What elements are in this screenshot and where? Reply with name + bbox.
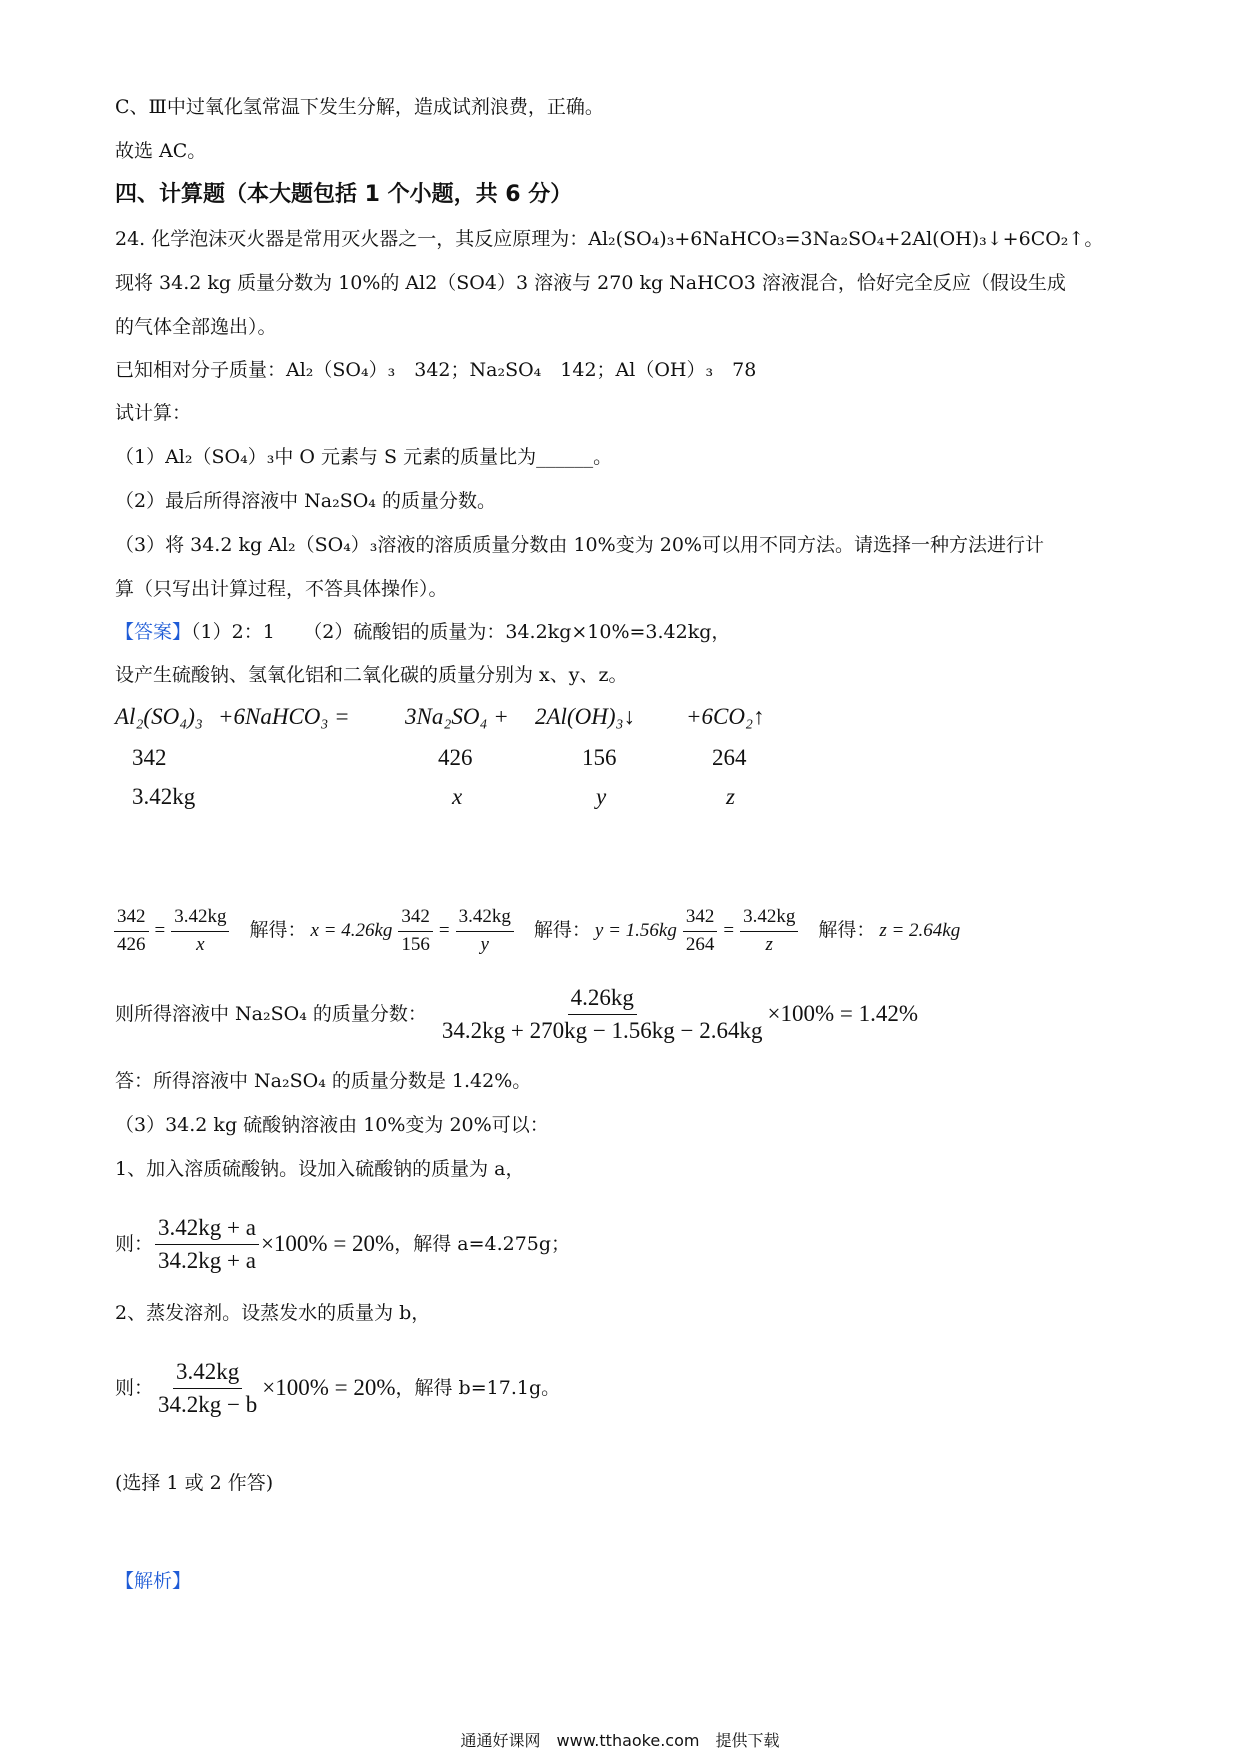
mass-aloh3: 156 <box>582 745 617 770</box>
section-heading: 四、计算题（本大题包括 1 个小题，共 6 分） <box>115 182 573 207</box>
mass-fraction: $\frac{4.26kg}{34.2kg + 270kg - 1.56kg - 2.64kg}$ <box>441 985 763 1043</box>
eq-term-1: Al₂(SO₄)₃ <box>115 704 203 729</box>
ratio3-right: $\frac{3.42kg}{z}$ <box>740 906 798 957</box>
unknown-x: x <box>452 784 463 809</box>
method-1-equation: 则： $\frac{3.42kg + a}{34.2kg + a}$ ×100% = 20% ，解得 a=4.275g； <box>115 1215 571 1273</box>
option-c-text: C、Ⅲ中过氧化氢常温下发生分解，造成试剂浪费，正确。 <box>115 96 604 118</box>
method-2-solution: ，解得 b=17.1g。 <box>395 1376 561 1399</box>
eq-term-2: +6NaHCO₃ = <box>218 704 350 729</box>
unknown-y: y <box>596 784 607 809</box>
mass-al2so43: 342 <box>132 745 167 770</box>
sub-question-1: （1）Al₂（SO₄）₃中 O 元素与 S 元素的质量比为______。 <box>115 446 613 468</box>
question-24-line-2: 现将 34.2 kg 质量分数为 10%的 Al2（SO4）3 溶液与 270 kg NaHCO3 溶液混合，恰好完全反应（假设生成 <box>115 272 1066 294</box>
mass-fraction-label: 则所得溶液中 Na₂SO₄ 的质量分数： <box>115 1002 427 1025</box>
sub-question-2: （2）最后所得溶液中 Na₂SO₄ 的质量分数。 <box>115 490 496 512</box>
method-2-fraction: $\frac{3.42kg}{34.2kg - b}$ <box>158 1359 258 1417</box>
method-1-solution: ，解得 a=4.275g； <box>394 1232 571 1255</box>
mass-fraction-row <box>115 984 918 1044</box>
answer-text: （1）2：1 （2）硫酸铝的质量为：34.2kg×10%=3.42kg， <box>191 621 731 643</box>
conclusion: 答：所得溶液中 Na₂SO₄ 的质量分数是 1.42%。 <box>115 1070 532 1092</box>
footer-watermark: 通通好课网 www.tthaoke.com 提供下载 <box>460 1731 780 1750</box>
sub-question-3-line-1: （3）将 34.2 kg Al₂（SO₄）₃溶液的溶质质量分数由 10%变为 20%可以用不同方法。请选择一种方法进行计 <box>115 534 1044 556</box>
mass-na2so4: 426 <box>438 745 473 770</box>
eq-term-4: 2Al(OH)₃↓ <box>535 704 635 729</box>
known-molar-mass: 已知相对分子质量：Al₂（SO₄）₃ 342；Na₂SO₄ 142；Al（OH）₃ 78 <box>115 359 757 381</box>
mass-co2: 264 <box>712 745 747 770</box>
analysis-tag: 【解析】 <box>115 1570 192 1592</box>
question-24-line-3: 的气体全部逸出）。 <box>115 316 277 338</box>
ratio1-left: $\frac{342}{426}$ <box>114 906 149 957</box>
proportion-row: $\frac{342}{426}$ = $\frac{3.42kg}{x}$ 解得： x = 4.26kg $\frac{342}{156}$ = $\frac{3.42kg}{y}$ 解得： y = 1.56kg $\frac{342}{264}$ = $\frac{3.42kg}{z}$ 解得： z = 2.64kg <box>112 906 960 957</box>
question-24-line-1: 24. 化学泡沫灭火器是常用灭火器之一，其反应原理为：Al₂(SO₄)₃+6NaHCO₃=3Na₂SO₄+2Al(OH)₃↓+6CO₂↑。 <box>115 228 1104 250</box>
try-calc-label: 试计算： <box>115 402 192 424</box>
part-3-intro: （3）34.2 kg 硫酸钠溶液由 10%变为 20%可以： <box>115 1114 549 1136</box>
method-1: 1、加入溶质硫酸钠。设加入硫酸钠的质量为 a， <box>115 1158 525 1180</box>
answer-tag: 【答案】 <box>115 621 192 643</box>
ratio3-left: $\frac{342}{264}$ <box>683 906 718 957</box>
set-variables: 设产生硫酸钠、氢氧化铝和二氧化碳的质量分别为 x、y、z。 <box>115 664 628 686</box>
ratio2-result: y = 1.56kg <box>594 919 677 941</box>
choose-answer: 故选 AC。 <box>115 140 207 162</box>
method-1-fraction: $\frac{3.42kg + a}{34.2kg + a}$ <box>155 1214 259 1274</box>
unknown-z: z <box>726 784 735 809</box>
given-mass: 3.42kg <box>132 784 196 809</box>
ratio2-left: $\frac{342}{156}$ <box>398 906 433 957</box>
ratio2-right: $\frac{3.42kg}{y}$ <box>456 906 514 957</box>
method-2-equation: 则： $\frac{3.42kg}{34.2kg - b}$ ×100% = 20% ，解得 b=17.1g。 <box>115 1359 561 1417</box>
ratio3-result: z = 2.64kg <box>879 919 961 941</box>
mass-fraction-result: ×100% = 1.42% <box>767 1001 919 1027</box>
ratio1-right: $\frac{3.42kg}{x}$ <box>171 906 229 957</box>
eq-term-3: 3Na₂SO₄ + <box>405 704 509 729</box>
eq-term-5: +6CO₂↑ <box>686 704 765 729</box>
ratio1-result: x = 4.26kg <box>310 919 393 941</box>
method-2: 2、蒸发溶剂。设蒸发水的质量为 b， <box>115 1302 431 1324</box>
choose-1-or-2: (选择 1 或 2 作答) <box>115 1472 274 1494</box>
answer-line <box>115 621 730 644</box>
sub-question-3-line-2: 算（只写出计算过程，不答具体操作）。 <box>115 578 448 600</box>
